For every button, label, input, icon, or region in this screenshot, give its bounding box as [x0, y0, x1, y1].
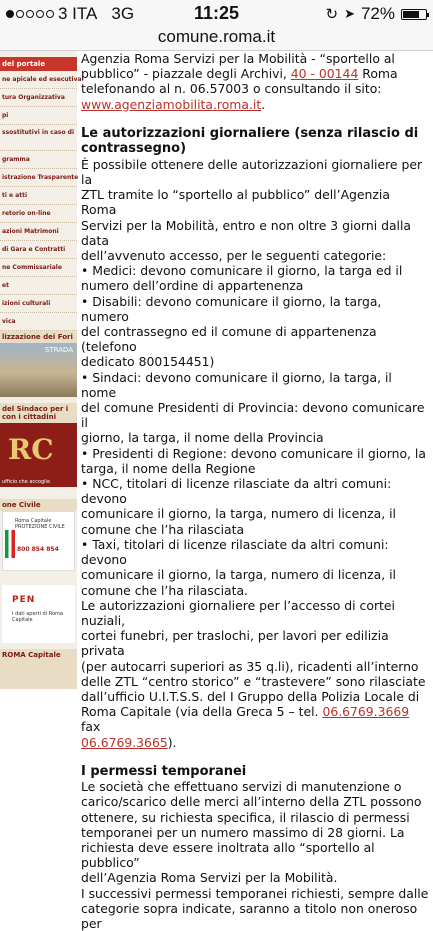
line-text: • Sindaci: devono comunicare il giorno, la targa, il nome [81, 369, 392, 400]
text-line [81, 810, 429, 825]
line-text: carico/scarico delle merci all’interno della ZTL possono [81, 794, 422, 810]
location-arrow-icon: ➤ [344, 6, 355, 21]
line-text: I successivi permessi temporanei richiesti, sempre dalle [81, 885, 429, 901]
heading-line: I permessi temporanei [81, 763, 247, 779]
text-line [81, 567, 429, 582]
open-data-word: PEN [12, 595, 36, 605]
text-line [81, 324, 429, 354]
rotation-lock-icon: ↻ [325, 6, 339, 23]
text-line [81, 506, 429, 521]
line-text: ZTL tramite lo “sportello al pubblico” dell’Agenzia Roma [81, 187, 390, 218]
sidebar-item[interactable]: ne Commissariale [0, 259, 77, 277]
banner-protezione-civile-title[interactable]: one Civile [0, 499, 77, 511]
banner-urc[interactable] [0, 423, 77, 487]
sidebar-item[interactable]: izioni culturali [0, 295, 77, 313]
url-text[interactable]: comune.roma.it [157, 27, 276, 46]
heading-line: contrassegno) [81, 141, 187, 157]
text-line [81, 354, 429, 369]
battery-icon [401, 9, 427, 20]
text-line [81, 370, 429, 400]
line-text-after-link: fax [81, 719, 101, 735]
urc-caption: ufficio che accoglie [2, 479, 51, 485]
address-bar[interactable] [0, 28, 433, 51]
inline-link[interactable]: 06.6769.3669 [322, 704, 410, 720]
line-text: Servizi per la Mobilità, entro e non oltre 3 giorni dalla data [81, 217, 412, 248]
network-type: 3G [111, 4, 135, 23]
sidebar-item[interactable]: di Gara e Contratti [0, 241, 77, 259]
line-text: Le autorizzazioni giornaliere per l’accesso di cortei nuziali, [81, 597, 395, 628]
text-line [81, 430, 429, 445]
line-text: • NCC, titolari di licenze rilasciate da altri comuni: devono [81, 476, 392, 507]
intro-paragraph [81, 51, 429, 112]
banner-protezione-civile[interactable] [2, 511, 75, 571]
line-text: dell’Agenzia Roma Servizi per la Mobilità. [81, 870, 338, 886]
text-line [81, 97, 429, 112]
banner-roma-capitale[interactable] [0, 649, 77, 689]
text-line [81, 522, 429, 537]
text-line [81, 157, 429, 187]
text-line [81, 51, 429, 66]
sidebar-item[interactable]: vica [0, 313, 77, 331]
line-text: pubblico” - piazzale degli Archivi, [81, 66, 291, 82]
battery-percent: 72% [360, 4, 395, 23]
line-text: categorie sopra indicate, saranno a titolo non oneroso per [81, 900, 418, 931]
sidebar-item[interactable]: ssostitutivi in caso di [0, 125, 77, 151]
sidebar-item[interactable]: retorio on-line [0, 205, 77, 223]
section-heading-autorizzazioni-giornaliere [81, 126, 429, 157]
text-line [81, 674, 429, 689]
text-line [81, 704, 429, 734]
article-content [81, 51, 429, 931]
text-line [81, 278, 429, 293]
inline-link[interactable]: 40 - 00144 [290, 66, 359, 82]
line-text: dell’avvenuto accesso, per le seguenti categorie: [81, 248, 387, 264]
section-heading-permessi-temporanei [81, 764, 429, 780]
text-line [81, 840, 429, 870]
line-text: comunicare il giorno, la targa, numero di licenza, il [81, 567, 396, 583]
line-text: del comune Presidenti di Provincia: devono comunicare il [81, 400, 425, 431]
banner-open-data[interactable] [2, 585, 75, 643]
text-line [81, 294, 429, 324]
line-text: comune che l’ha rilasciata. [81, 582, 248, 598]
section-permessi-temporanei [81, 779, 429, 931]
text-line [81, 66, 429, 81]
protezione-civile-number: 800 854 854 [17, 546, 59, 553]
line-text: numero dell’ordine di appartenenza [81, 278, 304, 294]
sidebar-item[interactable]: azioni Matrimoni [0, 223, 77, 241]
text-line [81, 794, 429, 809]
line-text: comunicare il giorno, la targa, numero di licenza, il [81, 506, 396, 522]
line-text: • Taxi, titolari di licenze rilasciate da altri comuni: devono [81, 536, 389, 568]
text-line [81, 735, 429, 750]
line-text: • Presidenti di Regione: devono comunicare il giorno, la [81, 445, 426, 461]
line-text-after-link: Roma [358, 66, 398, 82]
text-line [81, 187, 429, 217]
clock: 11:25 [193, 3, 240, 23]
open-data-text: I dati aperti di Roma Capitale [12, 611, 63, 623]
line-text: telefonando al n. 06.57003 o consultando il sito: [81, 81, 382, 97]
inline-link[interactable]: www.agenziamobilita.roma.it [81, 96, 262, 112]
line-text: richiesta deve essere inoltrata allo “sportello al pubblico” [81, 840, 375, 871]
text-line [81, 689, 429, 704]
line-text: Agenzia Roma Servizi per la Mobilità - “sportello al [81, 51, 395, 66]
text-line [81, 476, 429, 506]
sidebar-header: del portale [0, 57, 77, 71]
text-line [81, 537, 429, 567]
sidebar-item[interactable]: gramma [0, 151, 77, 169]
sidebar-item[interactable]: pi [0, 107, 77, 125]
sidebar-item[interactable]: tura Organizzativa [0, 89, 77, 107]
line-text: dedicato 800154451) [81, 354, 215, 370]
text-line [81, 659, 429, 674]
text-line [81, 400, 429, 430]
section-autorizzazioni-giornaliere [81, 157, 429, 750]
text-line [81, 461, 429, 476]
line-text: Le società che effettuano servizi di manutenzione o [81, 779, 402, 795]
sidebar-item[interactable]: istrazione Trasparente [0, 169, 77, 187]
line-text: ottenere, su richiesta specifica, il rilascio di permessi [81, 809, 410, 825]
line-text: temporanei per un numero massimo di 28 giorni. La [81, 824, 405, 840]
status-icons [325, 4, 427, 24]
text-line [81, 263, 429, 278]
protezione-civile-text: Roma Capitale PROTEZIONE CIVILE [15, 518, 65, 530]
line-text: (per autocarri superiori as 35 q.li), ricadenti all’interno [81, 658, 419, 674]
heading-line: Le autorizzazioni giornaliere (senza rilascio di [81, 125, 419, 141]
line-text: dall’ufficio U.I.T.S.S. del I Gruppo della Polizia Locale di [81, 688, 420, 704]
text-line [81, 779, 429, 794]
banner-urc-title[interactable]: del Sindaco per i con i cittadini [0, 403, 77, 423]
carrier-name: 3 ITA [58, 4, 98, 23]
flag-icon [5, 530, 15, 558]
status-bar [0, 0, 433, 28]
line-text: del contrassegno ed il comune di appartenenza (telefono [81, 324, 377, 355]
text-line [81, 598, 429, 628]
text-line [81, 886, 429, 901]
text-line [81, 81, 429, 96]
urc-logo-text: RC [8, 433, 54, 466]
roma-capitale-title: ROMA Capitale [0, 649, 77, 661]
line-text: • Medici: devono comunicare il giorno, la targa ed il [81, 263, 403, 279]
banner-fori-title[interactable]: lizzazione dei Fori [0, 331, 77, 343]
line-text: giorno, la targa, il nome della Provincia [81, 430, 324, 446]
text-line [81, 825, 429, 840]
text-line [81, 583, 429, 598]
line-text: • Disabili: devono comunicare il giorno, la targa, numero [81, 293, 382, 324]
text-line [81, 446, 429, 461]
text-line [81, 218, 429, 248]
line-text: comune che l’ha rilasciata [81, 521, 245, 537]
banner-fori-photo[interactable] [0, 343, 77, 397]
inline-link[interactable]: 06.6769.3665 [81, 734, 168, 750]
text-line [81, 628, 429, 658]
sidebar-item[interactable]: et [0, 277, 77, 295]
text-line [81, 870, 429, 885]
sidebar-menu [0, 71, 82, 331]
line-text-after-link: . [261, 96, 266, 112]
text-line [81, 901, 429, 931]
banner-fori-caption: STRADA [44, 346, 73, 354]
sidebar-item[interactable]: ti e atti [0, 187, 77, 205]
line-text: Roma Capitale (via della Greca 5 – tel. [81, 704, 323, 720]
text-line [81, 248, 429, 263]
sidebar-item[interactable]: ne apicale ed esecutiva [0, 71, 77, 89]
line-text: delle ZTL “centro storico” e “trastevere” sono rilasciate [81, 673, 426, 689]
line-text: targa, il nome della Regione [81, 460, 256, 476]
line-text: cortei funebri, per traslochi, per lavori per edilizia privata [81, 628, 389, 659]
line-text: È possibile ottenere delle autorizzazioni giornaliere per la [81, 156, 423, 188]
line-text-after-link: ). [167, 734, 177, 750]
sidebar [0, 51, 82, 659]
